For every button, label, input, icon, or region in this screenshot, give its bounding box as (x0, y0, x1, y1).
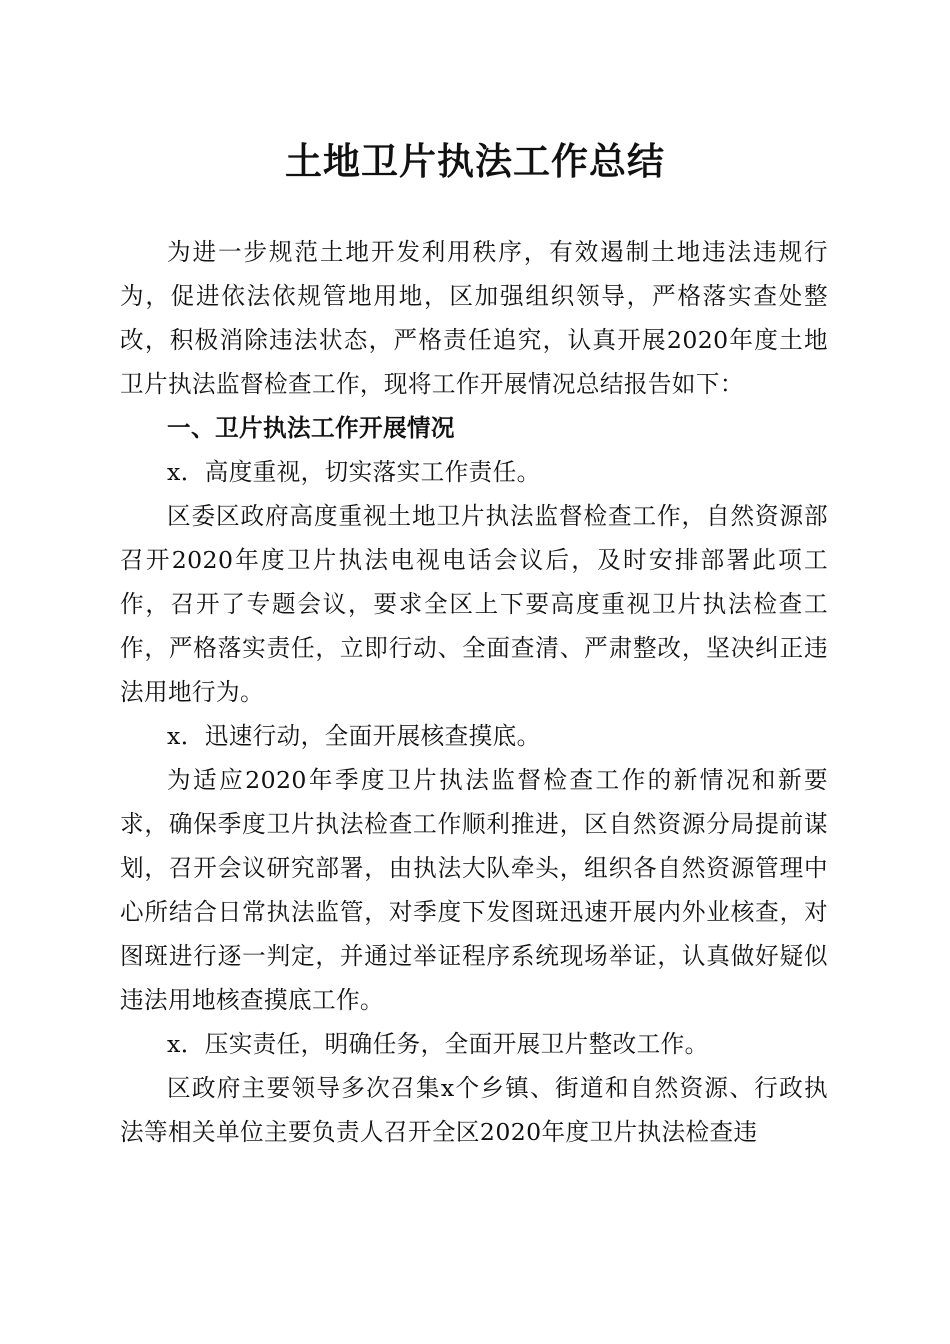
item-heading: x．高度重视，切实落实工作责任。 (167, 458, 541, 486)
section-heading: 一、卫片执法工作开展情况 (167, 414, 455, 442)
body-paragraph: 为适应2020年季度卫片执法监督检查工作的新情况和新要求，确保季度卫片执法检查工作顺利推进，区自然资源分局提前谋划，召开会议研究部署，由执法大队牵头，组织各自然资源管理中心所结合日常执法监管，对季度下发图斑迅速开展内外业核查，对图斑进行逐一判定，并通过举证程序系统现场举证，认真做好疑似违法用地核查摸底工作。 (120, 766, 828, 1014)
body-paragraph: 区委区政府高度重视土地卫片执法监督检查工作，自然资源部召开2020年度卫片执法电视电话会议后，及时安排部署此项工作，召开了专题会议，要求全区上下要高度重视卫片执法检查工作，严格落实责任，立即行动、全面查清、严肃整改，坚决纠正违法用地行为。 (120, 502, 828, 706)
item-heading: x．迅速行动，全面开展核查摸底。 (167, 722, 541, 750)
document-body (120, 230, 828, 1154)
document-title: 土地卫片执法工作总结 (285, 139, 665, 183)
item-heading: x．压实责任，明确任务，全面开展卫片整改工作。 (167, 1030, 709, 1058)
intro-paragraph: 为进一步规范土地开发利用秩序，有效遏制土地违法违规行为，促进依法依规管地用地，区加强组织领导，严格落实查处整改，积极消除违法状态，严格责任追究，认真开展2020年度土地卫片执法监督检查工作，现将工作开展情况总结报告如下： (120, 238, 828, 398)
body-paragraph: 区政府主要领导多次召集x个乡镇、街道和自然资源、行政执法等相关单位主要负责人召开全区2020年度卫片执法检查违 (120, 1074, 828, 1146)
